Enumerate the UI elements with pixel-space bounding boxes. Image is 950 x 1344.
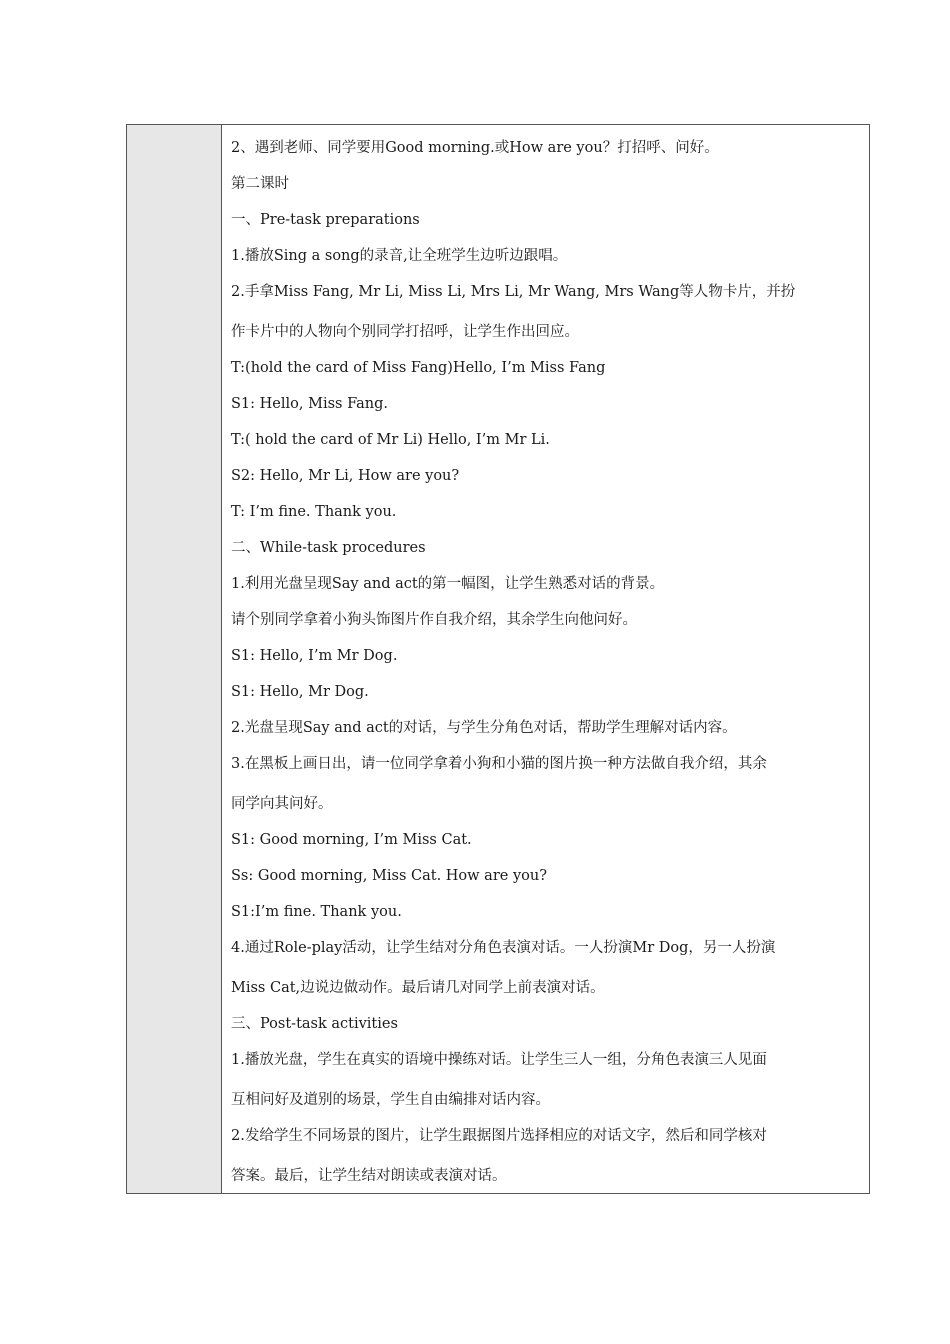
text-line: 互相问好及道别的场景，学生自由编排对话内容。 — [231, 1092, 550, 1108]
dialogue-line: S1:I’m fine. Thank you. — [231, 904, 402, 920]
text-line: 作卡片中的人物向个别同学打招呼，让学生作出回应。 — [231, 324, 579, 340]
dialogue-line: S1: Hello, Miss Fang. — [231, 396, 389, 412]
dialogue-line: Ss: Good morning, Miss Cat. How are you? — [231, 868, 547, 884]
dialogue-line: S2: Hello, Mr Li, How are you? — [231, 468, 460, 484]
text-line: 同学向其问好。 — [231, 796, 333, 812]
section-heading: 第二课时 — [231, 176, 289, 192]
dialogue-line: T:(hold the card of Miss Fang)Hello, I’m Miss Fang — [231, 360, 606, 376]
dialogue-line: S1: Hello, I’m Mr Dog. — [231, 648, 398, 664]
section-heading: 三、Post-task activities — [231, 1016, 398, 1032]
text-line: 答案。最后，让学生结对朗读或表演对话。 — [231, 1168, 507, 1184]
table-content-cell — [222, 125, 869, 1193]
dialogue-line: S1: Hello, Mr Dog. — [231, 684, 369, 700]
text-line: 请个别同学拿着小狗头饰图片作自我介绍，其余学生向他问好。 — [231, 612, 637, 628]
text-line: Miss Cat,边说边做动作。最后请几对同学上前表演对话。 — [231, 980, 605, 996]
table-label-cell — [127, 125, 222, 1193]
text-line: 2.手拿Miss Fang, Mr Li, Miss Li, Mrs Li, Mr Wang, Mrs Wang等人物卡片，并扮 — [231, 284, 796, 300]
text-line: 1.播放Sing a song的录音,让全班学生边听边跟唱。 — [231, 248, 568, 264]
dialogue-line: T:( hold the card of Mr Li) Hello, I’m Mr Li. — [231, 432, 550, 448]
text-line: 2.光盘呈现Say and act的对话，与学生分角色对话，帮助学生理解对话内容。 — [231, 720, 737, 736]
text-line: 1.播放光盘，学生在真实的语境中操练对话。让学生三人一组，分角色表演三人见面 — [231, 1052, 767, 1068]
text-line: 1.利用光盘呈现Say and act的第一幅图，让学生熟悉对话的背景。 — [231, 576, 665, 592]
lesson-plan-table — [126, 124, 870, 1194]
dialogue-line: S1: Good morning, I’m Miss Cat. — [231, 832, 472, 848]
text-line: 3.在黑板上画日出，请一位同学拿着小狗和小猫的图片换一种方法做自我介绍，其余 — [231, 756, 767, 772]
text-line: 2.发给学生不同场景的图片，让学生跟据图片选择相应的对话文字，然后和同学核对 — [231, 1128, 767, 1144]
text-line: 2、遇到老师、同学要用Good morning.或How are you？打招呼、问好。 — [231, 140, 719, 156]
dialogue-line: T: I’m fine. Thank you. — [231, 504, 397, 520]
text-line: 4.通过Role-play活动，让学生结对分角色表演对话。一人扮演Mr Dog，另一人扮演 — [231, 940, 776, 956]
section-heading: 二、While-task procedures — [231, 540, 426, 556]
section-heading: 一、Pre-task preparations — [231, 212, 420, 228]
